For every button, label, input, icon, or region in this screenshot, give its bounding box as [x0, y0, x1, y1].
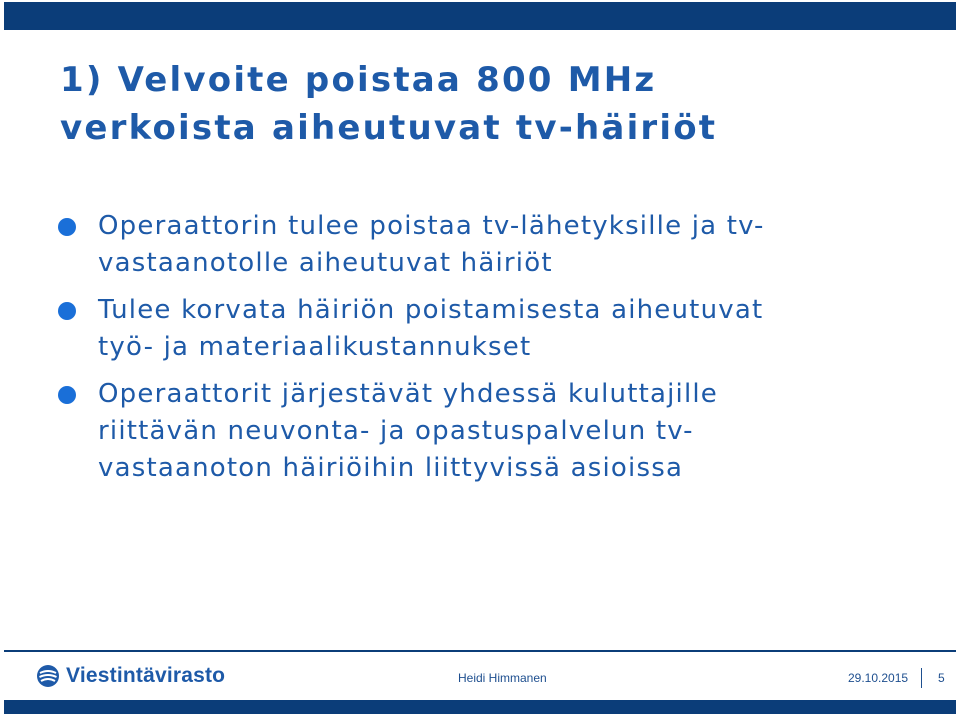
slide-title-line-1: 1) Velvoite poistaa 800 MHz	[60, 60, 657, 100]
logo-text: Viestintävirasto	[66, 664, 226, 687]
bullet-list	[58, 208, 938, 497]
bullet-dot-icon	[58, 302, 76, 320]
viestintavirasto-logo-icon	[36, 664, 60, 688]
page-number: 5	[938, 671, 945, 685]
bullet-3-line-1: Operaattorit järjestävät yhdessä kuluttajille	[98, 379, 719, 409]
slide-title	[60, 56, 920, 152]
footer-divider	[4, 650, 956, 652]
bullet-item-1	[58, 208, 938, 282]
bullet-1-line-2: vastaanotolle aiheutuvat häiriöt	[98, 248, 553, 278]
bullet-dot-icon	[58, 386, 76, 404]
bullet-2-line-1: Tulee korvata häiriön poistamisesta aiheutuvat	[98, 295, 764, 325]
footer-separator	[921, 668, 922, 688]
footer-date: 29.10.2015	[848, 671, 909, 685]
bullet-3-line-3: vastaanoton häiriöihin liittyvissä asioissa	[98, 453, 684, 483]
bullet-3-line-2: riittävän neuvonta- ja opastuspalvelun tv-	[98, 416, 694, 446]
footer-author: Heidi Himmanen	[458, 671, 547, 685]
bullet-item-2	[58, 292, 938, 366]
bottom-bar	[4, 700, 956, 714]
top-header-bar	[4, 2, 956, 30]
bullet-dot-icon	[58, 218, 76, 236]
slide-title-line-2: verkoista aiheutuvat tv-häiriöt	[60, 108, 718, 148]
footer-logo	[36, 664, 225, 688]
bullet-2-line-2: työ- ja materiaalikustannukset	[98, 332, 532, 362]
bullet-item-3	[58, 376, 938, 487]
bullet-1-line-1: Operaattorin tulee poistaa tv-lähetyksille ja tv-	[98, 211, 765, 241]
